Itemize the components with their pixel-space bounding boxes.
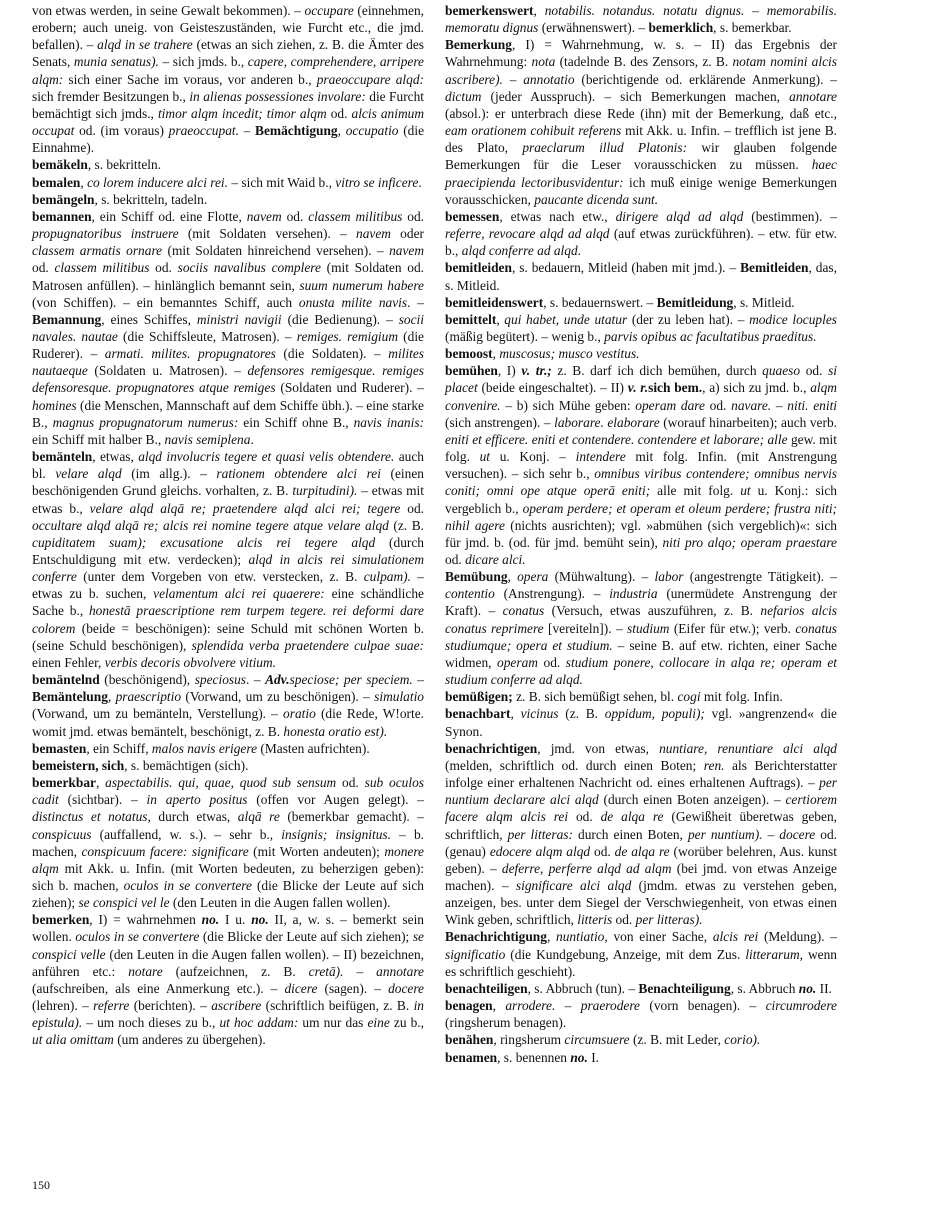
dictionary-entry: bemerken, I) = wahrnehmen no. I u. no. II, a, w. s. – bemerkt sein wollen. oculos in se convertere (die Blicke der Leute auf sich ziehen); se conspici velle (den Leuten in die Augen fallen wollen). – II) bezeichnen, anführen etc.: notare (aufzeichnen, z. B. cretā). – annotare (aufschreiben, als eine Anmerkung etc.). – dicere (sagen). – docere (lehren). – referre (berichten). – ascribere (schriftlich beifügen, z. B. in epistula). – um noch dieses zu b., ut hoc addam: um nur das eine zu b., ut alia omittam (um anderes zu übergehen). xyxy=(32,912,425,1048)
dictionary-entry: bemasten, ein Schiff, malos navis erigere (Masten aufrichten). xyxy=(32,740,370,756)
dictionary-entry: bemitleidenswert, s. bedauernswert. – Bemitleidung, s. Mitleid. xyxy=(445,294,795,310)
dictionary-entry: benachrichtigen, jmd. von etwas, nuntiare, renuntiare alci alqd (melden, schriftlich od. durch einen Boten; ren. als Berichterstatter infolge einer erhaltenen Nachricht od. eines erhaltenen Auftrags). – per nuntium declarare alci alqd (durch einen Boten anzeigen). – certiorem facere alqm alcis rei od. de alqa re (Gewißheit überetwas geben, schriftlich, per litteras: durch einen Boten, per nuntium). – docere od. (genau) edocere alqm alqd od. de alqa re (worüber belehren, Aus. kunst geben). – deferre, perferre alqd ad alqm (bei jmd. von etwas Anzeige machen). – significare alci alqd (jmdm. etwas zu verstehen geben, anzeigen, bes. unter dem Siegel der Verschwiegenheit, von etwas einen Wink geben, schriftlich, litteris od. per litteras). xyxy=(445,740,838,928)
dictionary-entry: bemäntelnd (beschönigend), speciosus. – Adv.speciose; per speciem. – Bemäntelung, praescriptio (Vorwand, um zu beschönigen). – simulatio (Vorwand, um zu bemänteln, Verstellung). – oratio (die Rede, W!orte. womit jmd. etwas bemäntelt, beschönigt, z. B. honesta oratio est). xyxy=(32,672,424,739)
dictionary-entry: bemäkeln, s. bekritteln. xyxy=(32,157,162,173)
dictionary-entry: Bemerkung, I) = Wahrnehmung, w. s. – II) das Ergebnis der Wahrnehmung: nota (tadelnde B. des Zensors, z. B. notam nomini alcis ascribere). – annotatio (berichtigende od. erklärende Anmerkung). – dictum (jeder Ausspruch). – sich Bemerkungen machen, annotare (absol.): er unterbrach diese Rede (ihn) mit der Bemerkung, daß etc., eam orationem cohibuit referens mit Akk. u. Infin. – trefflich ist jene B. des Plato, praeclarum illud Platonis: wir glauben folgende Bemerkungen für die Leser vorausschicken zu müssen. haec praecipienda lectoribusvidentur: ich muß einige wenige Bemerkungen vorausschicken, paucante dicenda sunt. xyxy=(445,37,837,207)
dictionary-entry: bemalen, co lorem inducere alci rei. – sich mit Waid b., vitro se inficere. xyxy=(32,174,422,190)
dictionary-entry: bemoost, muscosus; musco vestitus. xyxy=(445,346,640,362)
dictionary-entry: bemänteln, etwas, alqd involucris tegere et quasi velis obtendere. auch bl. velare alqd (im allg.). – rationem obtendere alci rei (einen beschönigenden Grund gleichs. vorhalten, z. B. turpitudini). – etwas mit etwas b., velare alqd alqā re; praetendere alqd alci rei; tegere od. occultare alqd alqā re; alcis rei nomine tegere atque velare alqd (z. B. cupiditatem suam); excusatione alcis rei tegere alqd (durch Entschuldigung mit etw. verdecken); alqd in alcis rei simulationem conferre (unter dem Vorgeben von etw. verstecken, z. B. culpam). – etwas zu b. suchen, velamentum alci rei quaerere: eine schändliche Sache b., honestā praescriptione rem turpem tegere. rei deformi dare colorem (beide = beschönigen): seine Schuld mit schönen Worten b. (seine Schuld beschönigen), splendida verba praetendere culpae suae: einen Fehler, verbis decoris obvolvere vitium. xyxy=(32,449,425,670)
left-column xyxy=(32,2,424,1049)
dictionary-entry: benähen, ringsherum circumsuere (z. B. mit Leder, corio). xyxy=(445,1032,761,1048)
dictionary-entry: bemannen, ein Schiff od. eine Flotte, navem od. classem militibus od. propugnatoribus instruere (mit Soldaten versehen). – navem oder classem armatis ornare (mit Soldaten hinreichend versehen). – navem od. classem militibus od. sociis navalibus complere (mit Soldaten od. Matrosen anfüllen). – hinlänglich bemannt sein, suum numerum habere (von Schiffen). – ein bemanntes Schiff, auch onusta milite navis. – Bemannung, eines Schiffes, ministri navigii (die Bedienung). – socii navales. nautae (die Schiffsleute, Matrosen). – remiges. remigium (die Ruderer). – armati. milites. propugnatores (die Soldaten). – milites nautaeque (Soldaten u. Matrosen). – defensores remigesque. remiges defensoresque. propugnatores atque remiges (Soldaten und Ruderer). – homines (die Menschen, Mannschaft auf dem Schiffe übh.). – eine starke B., magnus propugnatorum numerus: ein Schiff ohne B., navis inanis: ein Schiff mit halber B., navis semiplena. xyxy=(32,208,425,447)
dictionary-entry: bemerkbar, aspectabilis. qui, quae, quod sub sensum od. sub oculos cadit (sichtbar). – in aperto positus (offen vor Augen gelegt). – distinctus et notatus, durch etwas, alqā re (bemerkbar gemacht). – conspicuus (auffallend, w. s.). – sehr b., insignis; insignitus. – b. machen, conspicuum facere: significare (mit Worten andeuten); monere alqm mit Akk. u. Infin. (mit Worten bedeuten, zu beherzigen geben): sich b. machen, oculos in se convertere (die Blicke der Leute auf sich ziehen); se conspici vel le (den Leuten in die Augen fallen wollen). xyxy=(32,775,425,911)
dictionary-entry: benachbart, vicinus (z. B. oppidum, populi); vgl. »angrenzend« die Synon. xyxy=(445,706,837,739)
dictionary-entry: von etwas werden, in seine Gewalt bekommen). – occupare (einnehmen, erobern; auch uneig. von Geisteszuständen, wie Furcht etc., die jmd. befallen). – alqd in se trahere (etwas an sich ziehen, z. B. die Ämter des Senats, munia senatus). – sich jmds. b., capere, comprehendere, arripere alqm: sich einer Sache im voraus, vor anderen b., praeoccupare alqd: sich fremder Besitzungen b., in alienas possessiones involare: die Furcht bemächtigt sich jmds., timor alqm incedit; timor alqm od. alcis animum occupat od. (im voraus) praeoccupat. – Bemächtigung, occupatio (die Einnahme). xyxy=(32,3,425,156)
dictionary-entry: bemessen, etwas nach etw., dirigere alqd ad alqd (bestimmen). – referre, revocare alqd ad alqd (auf etwas zurückführen). – etw. für etw. b., alqd conferre ad alqd. xyxy=(445,208,837,259)
dictionary-entry: Benachrichtigung, nuntiatio, von einer Sache, alcis rei (Meldung). – significatio (die Kundgebung, Anzeige, mit dem Zus. litterarum, wenn es schriftlich geschieht). xyxy=(445,929,837,979)
dictionary-entry: Bemübung, opera (Mühwaltung). – labor (angestrengte Tätigkeit). – contentio (Anstrengung). – industria (unermüdete Anstrengung der Kraft). – conatus (Versuch, etwas auszuführen, z. B. nefarios alcis conatus reprimere [vereiteln]). – studium (Eifer für etw.); verb. conatus studiumque; opera et studium. – seine B. auf etw. richten, einer Sache widmen, operam od. studium ponere, collocare in alqa re; operam et studium conferre ad alqd. xyxy=(445,569,838,688)
dictionary-entry: bemühen, I) v. tr.; z. B. darf ich dich bemühen, durch quaeso od. si placet (beide eingeschaltet). – II) v. r.sich bem., a) sich zu jmd. b., alqm convenire. – b) sich Mühe geben: operam dare od. navare. – niti. eniti (sich anstrengen). – laborare. elaborare (worauf hinarbeiten); auch verb. eniti et efficere. eniti et contendere. contendere et laborare; alle gew. mit folg. ut u. Konj. – intendere mit folg. Infin. (mit Anstrengung versuchen). – sich sehr b., omnibus viribus contendere; omnibus nervis coniti; omni ope atque operā eniti; alle mit folg. ut u. Konj.: sich vergeblich b., operam perdere; et operam et oleum perdere; frustra niti; nihil agere (nichts ausrichten); vgl. »abmühen (sich vergeblich)«: sich für jmd. b. (od. für jmd. bemüht sein), niti pro alqo; operam praestare od. dicare alci. xyxy=(445,363,838,567)
dictionary-entry: benamen, s. benennen no. I. xyxy=(445,1049,600,1065)
dictionary-entry: bemittelt, qui habet, unde utatur (der zu leben hat). – modice locuples (mäßig begütert). – wenig b., parvis opibus ac facultatibus praeditus. xyxy=(445,311,837,344)
dictionary-entry: bemerkenswert, notabilis. notandus. notatu dignus. – memorabilis. memoratu dignus (erwähnenswert). – bemerklich, s. bemerkbar. xyxy=(445,3,837,36)
dictionary-entry: bemüßigen; z. B. sich bemüßigt sehen, bl. cogi mit folg. Infin. xyxy=(445,689,783,705)
dictionary-entry: bemängeln, s. bekritteln, tadeln. xyxy=(32,191,208,207)
dictionary-entry: bemeistern, sich, s. bemächtigen (sich). xyxy=(32,757,249,773)
page-number: 150 xyxy=(32,1178,50,1192)
dictionary-entry: bemitleiden, s. bedauern, Mitleid (haben mit jmd.). – Bemitleiden, das, s. Mitleid. xyxy=(445,260,837,293)
right-column xyxy=(445,2,837,1066)
dictionary-entry: benagen, arrodere. – praerodere (vorn benagen). – circumrodere (ringsherum benagen). xyxy=(445,998,838,1031)
dictionary-entry: benachteiligen, s. Abbruch (tun). – Benachteiligung, s. Abbruch no. II. xyxy=(445,980,832,996)
